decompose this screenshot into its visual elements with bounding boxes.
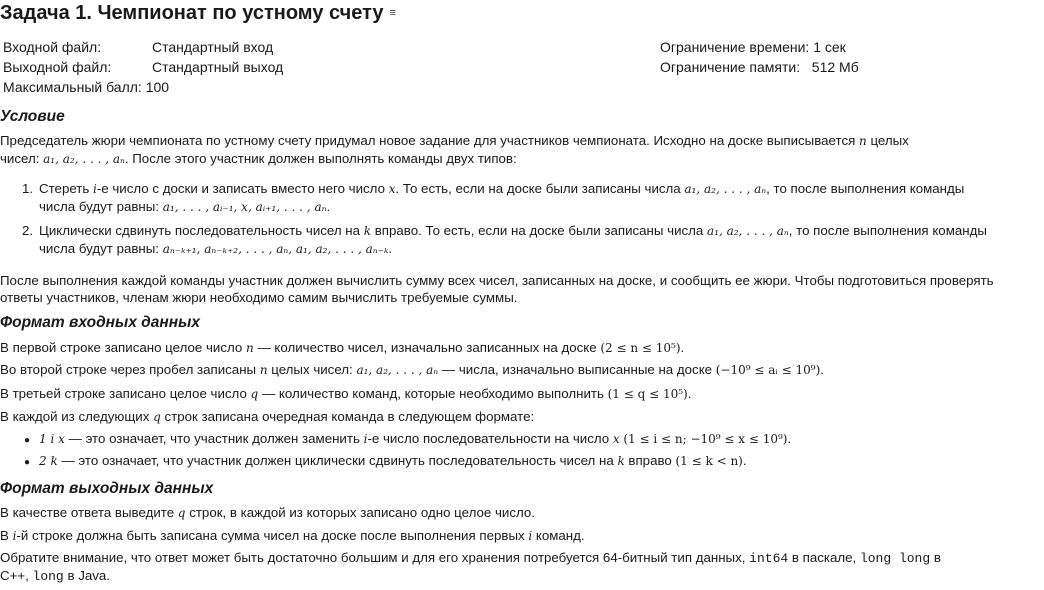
output-line-1: В качестве ответа выведите q строк, в каждой из которых записано одно целое число. <box>0 505 535 520</box>
output-format-heading: Формат выходных данных <box>0 480 214 497</box>
command-format-1: 1 i x — это означает, что участник должен заменить i-е число последовательности на число x (1 ≤ i ≤ n; −10⁹ ≤ x ≤ 10⁹). <box>39 431 792 446</box>
max-score-value: 100 <box>145 79 170 95</box>
input-line-2: Во второй строке через пробел записаны n целых чисел: a₁, a₂, . . . , aₙ — числа, изначально выписанные на доске (−10⁹ ≤ aᵢ ≤ 10⁹). <box>0 362 824 377</box>
output-file-row <box>3 59 283 75</box>
bullet-2-dot: ● <box>24 457 31 468</box>
memory-limit-label: Ограничение памяти: <box>660 59 801 75</box>
menu-icon[interactable]: ≡ <box>389 7 396 19</box>
max-score-row <box>3 79 169 95</box>
statement-after: После выполнения каждой команды участник должен вычислить сумму всех чисел, записанных на доске, и сообщить ее жюри. Чтобы подготовиться проверять ответы участников, членам жюри необходимо самим вычислить требуемые суммы. <box>0 273 994 305</box>
max-score-label: Максимальный балл: <box>3 79 142 95</box>
page-title <box>0 2 396 25</box>
input-file-value: Стандартный вход <box>152 39 274 55</box>
memory-limit-value: 512 Мб <box>811 59 859 75</box>
command-2-number: 2. <box>22 223 34 238</box>
command-1-number: 1. <box>22 181 34 196</box>
command-2-text: Циклически сдвинуть последовательность чисел на k вправо. То есть, если на доске были записаны числа a₁, a₂, . . . , aₙ, то после выполнения команды числа будут равны: aₙ₋ₖ₊₁, aₙ₋ₖ₊₂, . . . , aₙ, a₁, a₂, . . . , aₙ₋ₖ. <box>39 223 987 256</box>
output-file-label: Выходной файл: <box>3 59 112 75</box>
bullet-1-dot: ● <box>24 435 31 446</box>
input-file-row <box>3 39 273 55</box>
time-limit-value: 1 сек <box>813 39 846 55</box>
command-format-2: 2 k — это означает, что участник должен циклически сдвинуть последовательность чисел на k вправо (1 ≤ k < n). <box>39 453 747 468</box>
input-line-4: В каждой из следующих q строк записана очередная команда в следующем формате: <box>0 409 535 424</box>
output-line-2: В i-й строке должна быть записана сумма чисел на доске после выполнения первых i команд. <box>0 528 585 543</box>
command-1-text: Стереть i-е число с доски и записать вместо него число x. То есть, если на доске были записаны числа a₁, a₂, . . . , aₙ, то после выполнения команды числа будут равны: a₁, . . . , aᵢ₋₁, x, aᵢ₊₁, . . . , aₙ. <box>39 181 965 214</box>
statement-intro: Председатель жюри чемпионата по устному счету придумал новое задание для участников чемпионата. Исходно на доске выписывается n целых чисел: a₁, a₂, . . . , aₙ. После этого участник должен выполнять команды двух типов: <box>0 133 909 166</box>
input-file-label: Входной файл: <box>3 39 102 55</box>
problem-title: Задача 1. Чемпионат по устному счету <box>0 2 384 24</box>
statement-heading: Условие <box>0 108 65 125</box>
time-limit-label: Ограничение времени: <box>660 39 810 55</box>
output-file-value: Стандартный выход <box>152 59 284 75</box>
input-line-3: В третьей строке записано целое число q — количество команд, которые необходимо выполнить (1 ≤ q ≤ 10⁵). <box>0 386 692 401</box>
output-line-3: Обратите внимание, что ответ может быть достаточно большим и для его хранения потребуется 64-битный тип данных, int64 в паскале, long long в C++, long в Java. <box>0 550 941 584</box>
memory-limit-row <box>660 59 859 75</box>
time-limit-row <box>660 39 846 55</box>
input-line-1: В первой строке записано целое число n — количество чисел, изначально записанных на доске (2 ≤ n ≤ 10⁵). <box>0 340 685 355</box>
input-format-heading: Формат входных данных <box>0 314 200 331</box>
